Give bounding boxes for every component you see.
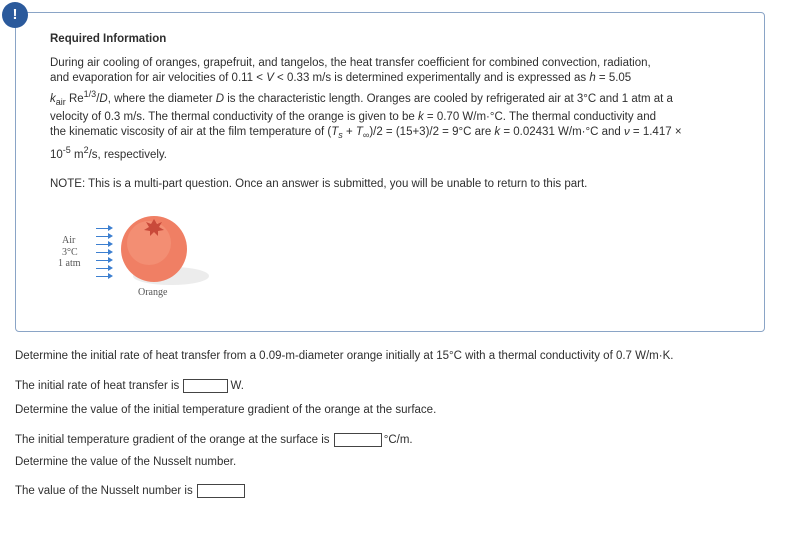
answer-3-row <box>15 484 247 498</box>
answer-2-label: The initial temperature gradient of the orange at the surface is <box>15 434 330 447</box>
statement-line-2: and evaporation for air velocities of 0.11 < V < 0.33 m/s is determined experimentally and is expressed as h = 5.05 <box>50 72 632 84</box>
answer-2-unit: °C/m. <box>383 434 413 447</box>
question-3-prompt: Determine the value of the Nusselt number. <box>15 456 237 468</box>
panel-title: Required Information <box>50 33 167 45</box>
statement-line-4: velocity of 0.3 m/s. The thermal conductivity of the orange is given to be k = 0.70 W/m·°C. The thermal conductivity and <box>50 111 656 123</box>
orange-figure <box>56 213 236 318</box>
air-temperature-label: 3°C <box>62 247 78 258</box>
answer-1-row <box>15 379 244 393</box>
alert-icon: ! <box>2 2 28 28</box>
statement-line-3: $k_{air}$ $Re^{1/3}/D$, where the diameter D is the characteristic length. Oranges are cooled by refrigerated air at 3°C and 1 atm at a <box>50 89 673 107</box>
question-1-prompt: Determine the initial rate of heat transfer from a 0.09-m-diameter orange initially at 15°C with a thermal conductivity of 0.7 W/m·K. <box>15 350 674 362</box>
statement-line-6: $10^{-5}$ $m^2/s$, respectively. <box>50 145 168 161</box>
answer-1-unit: W. <box>230 380 244 393</box>
answer-2-row <box>15 433 413 447</box>
question-2-prompt: Determine the value of the initial temperature gradient of the orange at the surface. <box>15 404 437 416</box>
required-information-panel <box>15 12 765 332</box>
multi-part-note: NOTE: This is a multi-part question. Once an answer is submitted, you will be unable to return to this part. <box>50 178 588 190</box>
orange-icon <box>116 213 211 293</box>
temperature-gradient-input[interactable] <box>334 433 382 447</box>
heat-transfer-rate-input[interactable] <box>183 379 228 393</box>
statement-line-5: the kinematic viscosity of air at the film temperature of $(T_s + T_\infty)/2 = (15+3)/2 = 9^\circ C$ are k = 0.02431 W/m·°C and ν = 1.417 × <box>50 126 682 140</box>
air-pressure-label: 1 atm <box>58 258 81 269</box>
nusselt-number-input[interactable] <box>197 484 245 498</box>
statement-line-1: During air cooling of oranges, grapefruit, and tangelos, the heat transfer coefficient for combined convection, radiation, <box>50 57 651 69</box>
answer-3-label: The value of the Nusselt number is <box>15 485 193 498</box>
air-label: Air <box>62 235 76 246</box>
answer-1-label: The initial rate of heat transfer is <box>15 380 180 393</box>
orange-label: Orange <box>138 287 168 298</box>
